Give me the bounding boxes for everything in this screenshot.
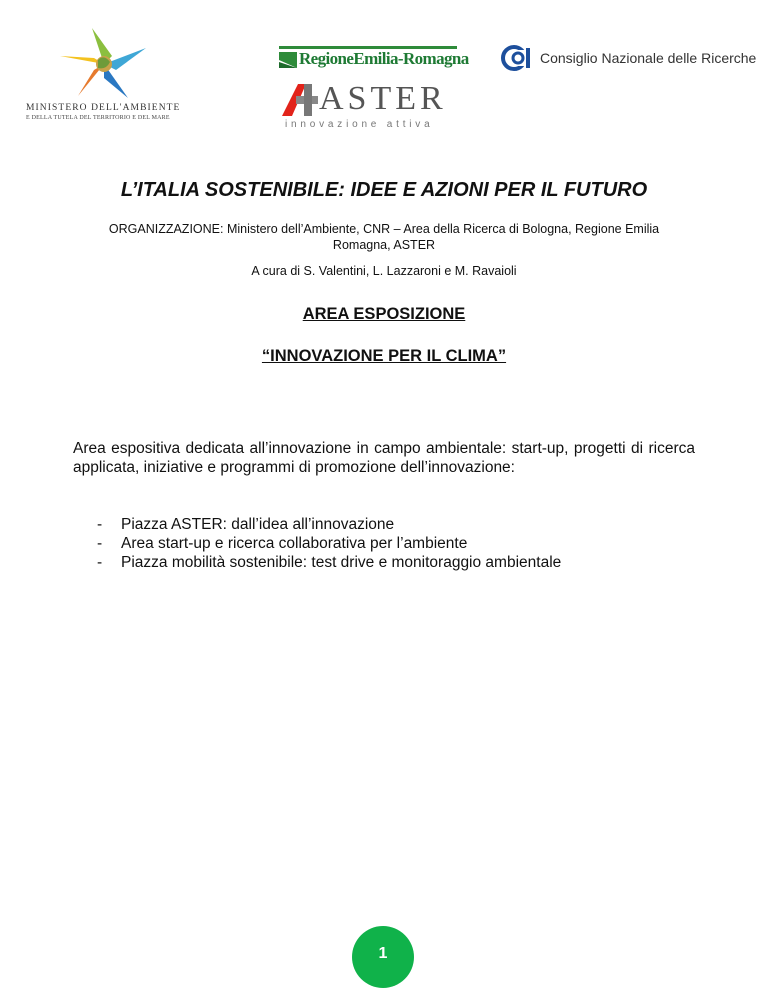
cnr-wordmark: Consiglio Nazionale delle Ricerche — [540, 50, 757, 66]
aster-tagline: innovazione attiva — [285, 119, 434, 130]
exhibition-areas-list — [97, 515, 561, 572]
list-item-text: Piazza mobilità sostenibile: test drive e monitoraggio ambientale — [121, 554, 562, 571]
list-bullet: - — [97, 554, 103, 571]
list-item-text: Piazza ASTER: dall’idea all’innovazione — [121, 516, 395, 533]
list-item — [97, 553, 561, 572]
ministero-star-icon — [58, 26, 150, 100]
aster-logo — [279, 82, 464, 132]
page-number: 1 — [378, 945, 388, 962]
list-bullet: - — [97, 516, 103, 533]
list-item — [97, 515, 561, 534]
regione-wordmark: RegioneEmilia-Romagna — [299, 49, 469, 68]
aster-wordmark: ASTER — [319, 80, 447, 117]
cnr-logo — [500, 44, 755, 74]
ministero-name: MINISTERO DELL'AMBIENTE — [26, 103, 181, 113]
aster-mark-icon — [282, 84, 318, 116]
intro-paragraph: Area espositiva dedicata all’innovazione in campo ambientale: start-up, progetti di ricerca applicata, iniziative e programmi di promozione dell’innovazione: — [73, 440, 695, 476]
ministero-ambiente-logo — [20, 26, 185, 126]
list-item-text: Area start-up e ricerca collaborativa per l’ambiente — [121, 535, 468, 552]
list-bullet: - — [97, 535, 103, 552]
organization-line: ORGANIZZAZIONE: Ministero dell’Ambiente, CNR – Area della Ricerca di Bologna, Regione Emilia Romagna, ASTER — [108, 222, 660, 252]
curators-line: A cura di S. Valentini, L. Lazzaroni e M. Ravaioli — [251, 264, 517, 278]
cnr-mark-icon — [500, 44, 532, 72]
section-heading: AREA ESPOSIZIONE — [302, 305, 466, 323]
ministero-subname: E DELLA TUTELA DEL TERRITORIO E DEL MARE — [26, 115, 170, 121]
section-subheading: “INNOVAZIONE PER IL CLIMA” — [261, 347, 507, 365]
regione-emilia-romagna-logo — [279, 46, 469, 72]
list-item — [97, 534, 561, 553]
document-title: L’ITALIA SOSTENIBILE: IDEE E AZIONI PER IL FUTURO — [120, 179, 648, 201]
page-number-badge — [352, 926, 414, 988]
regione-flag-icon — [279, 52, 297, 68]
